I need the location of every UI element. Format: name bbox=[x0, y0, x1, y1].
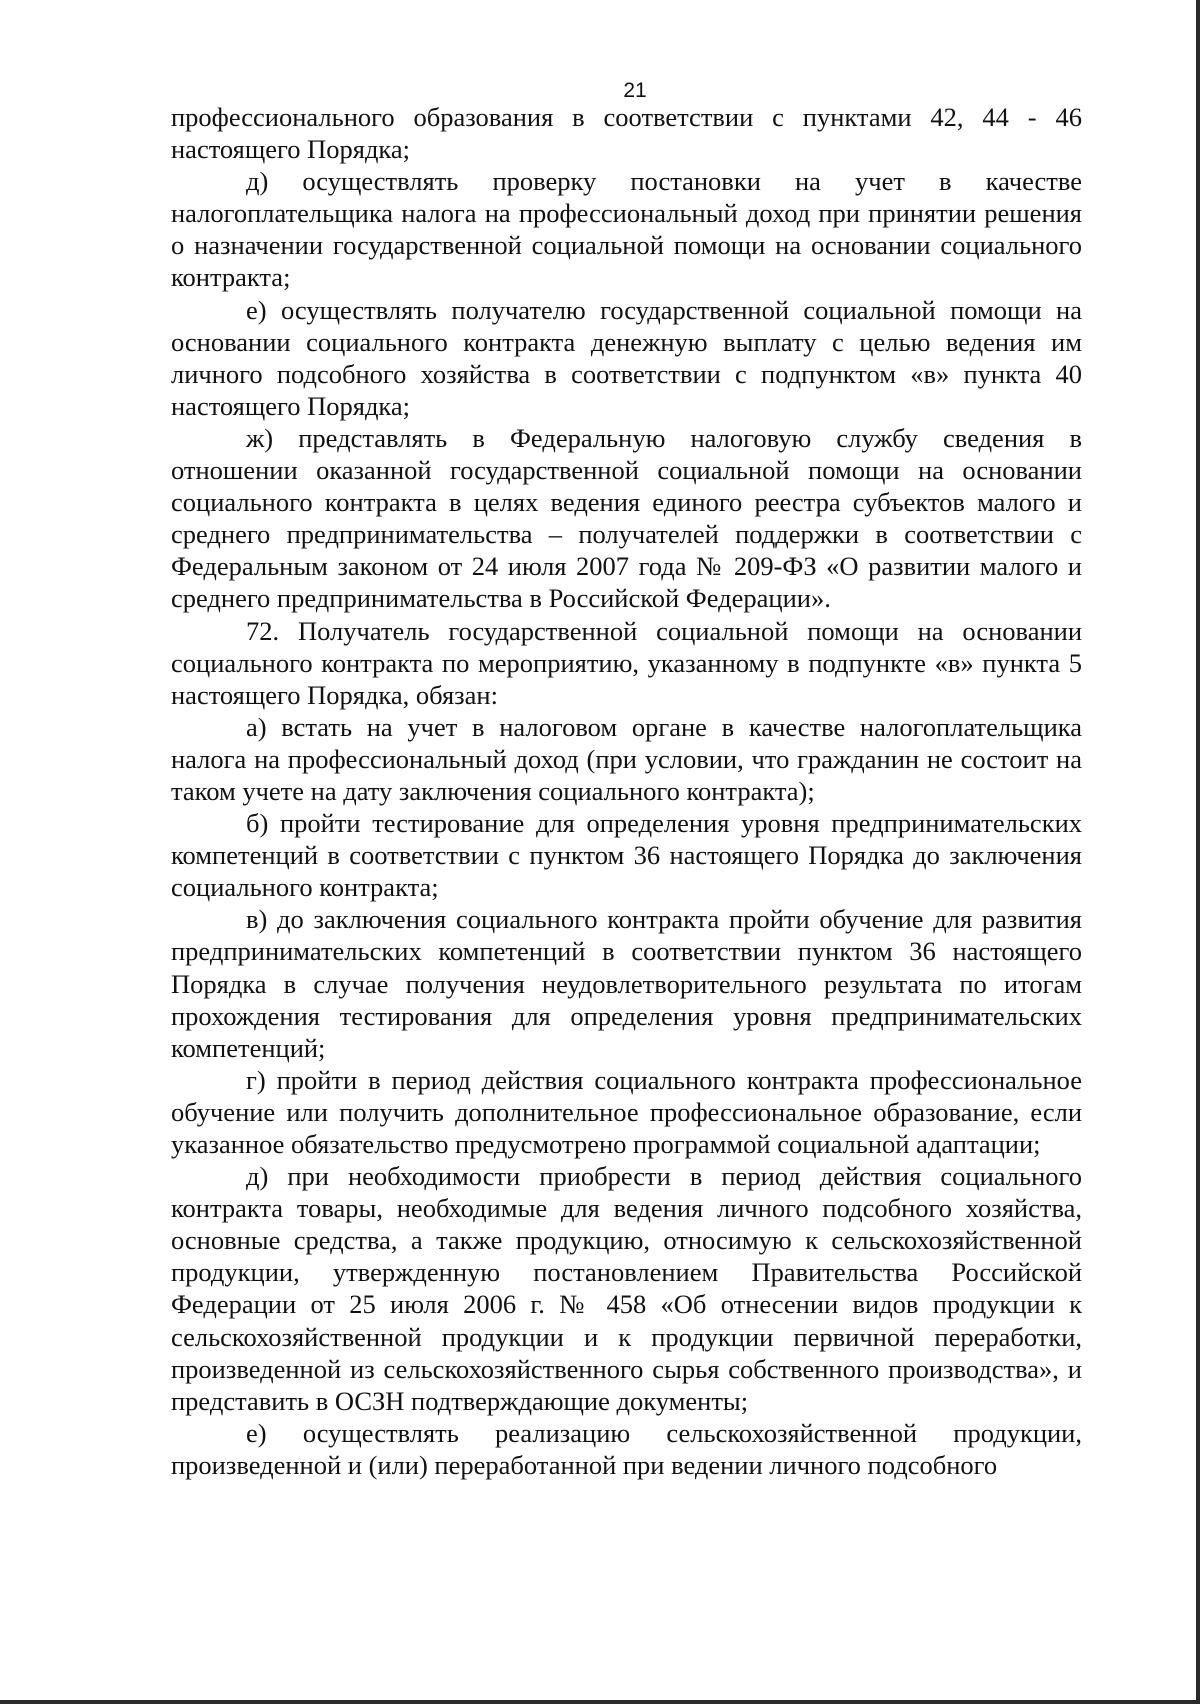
paragraph-72-item-g: г) пройти в период действия социального контракта профессиональное обучение или получить дополнительное профессиональное образование, если указанное обязательство предусмотрено программой социальной адаптации; bbox=[171, 1064, 1082, 1159]
scan-edge-right bbox=[1196, 0, 1200, 1704]
paragraph-72-item-a: а) встать на учет в налоговом органе в качестве налогоплательщика налога на профессиональный доход (при условии, что гражданин не состоит на таком учете на дату заключения социального контракта); bbox=[171, 711, 1082, 806]
paragraph-72-item-e: е) осуществлять реализацию сельскохозяйственной продукции, произведенной и (или) переработанной при ведении личного подсобного bbox=[171, 1417, 1082, 1480]
paragraph-72-item-b: б) пройти тестирование для определения уровня предпринимательских компетенций в соответствии с пунктом 36 настоящего Порядка до заключения социального контракта; bbox=[171, 808, 1082, 903]
paragraph-72: 72. Получатель государственной социальной помощи на основании социального контракта по мероприятию, указанному в подпункте «в» пункта 5 настоящего Порядка, обязан: bbox=[171, 615, 1082, 710]
paragraph-item-d: д) осуществлять проверку постановки на учет в качестве налогоплательщика налога на профессиональный доход при принятии решения о назначении государственной социальной помощи на основании социального контракта; bbox=[171, 166, 1082, 293]
document-body bbox=[171, 101, 1082, 1481]
paragraph-72-item-d: д) при необходимости приобрести в период действия социального контракта товары, необходимые для ведения личного подсобного хозяйства, основные средства, а также продукцию, относимую к сельскохозяйственной продукции, утвержденную постановлением Правительства Российской Федерации от 25 июля 2006 г. № 458 «Об отнесении видов продукции к сельскохозяйственной продукции и к продукции первичной переработки, произведенной из сельскохозяйственного сырья собственного производства», и представить в ОСЗН подтверждающие документы; bbox=[171, 1161, 1082, 1416]
paragraph-72-item-v: в) до заключения социального контракта пройти обучение для развития предпринимательских компетенций в соответствии пунктом 36 настоящего Порядка в случае получения неудовлетворительного результата по итогам прохождения тестирования для определения уровня предпринимательских компетенций; bbox=[171, 904, 1082, 1063]
paragraph-continuation: профессионального образования в соответствии с пунктами 42, 44 - 46 настоящего Порядка; bbox=[171, 102, 1082, 165]
paragraph-item-e: е) осуществлять получателю государственной социальной помощи на основании социального контракта денежную выплату с целью ведения им личного подсобного хозяйства в соответствии с подпунктом «в» пункта 40 настоящего Порядка; bbox=[171, 294, 1082, 421]
page-number: 21 bbox=[623, 79, 647, 102]
scan-edge-bottom bbox=[0, 1700, 1200, 1704]
paragraph-item-zh: ж) представлять в Федеральную налоговую службу сведения в отношении оказанной государственной социальной помощи на основании социального контракта в целях ведения единого реестра субъектов малого и среднего предпринимательства – получателей поддержки в соответствии с Федеральным законом от 24 июля 2007 года № 209-ФЗ «О развитии малого и среднего предпринимательства в Российской Федерации». bbox=[171, 422, 1082, 614]
